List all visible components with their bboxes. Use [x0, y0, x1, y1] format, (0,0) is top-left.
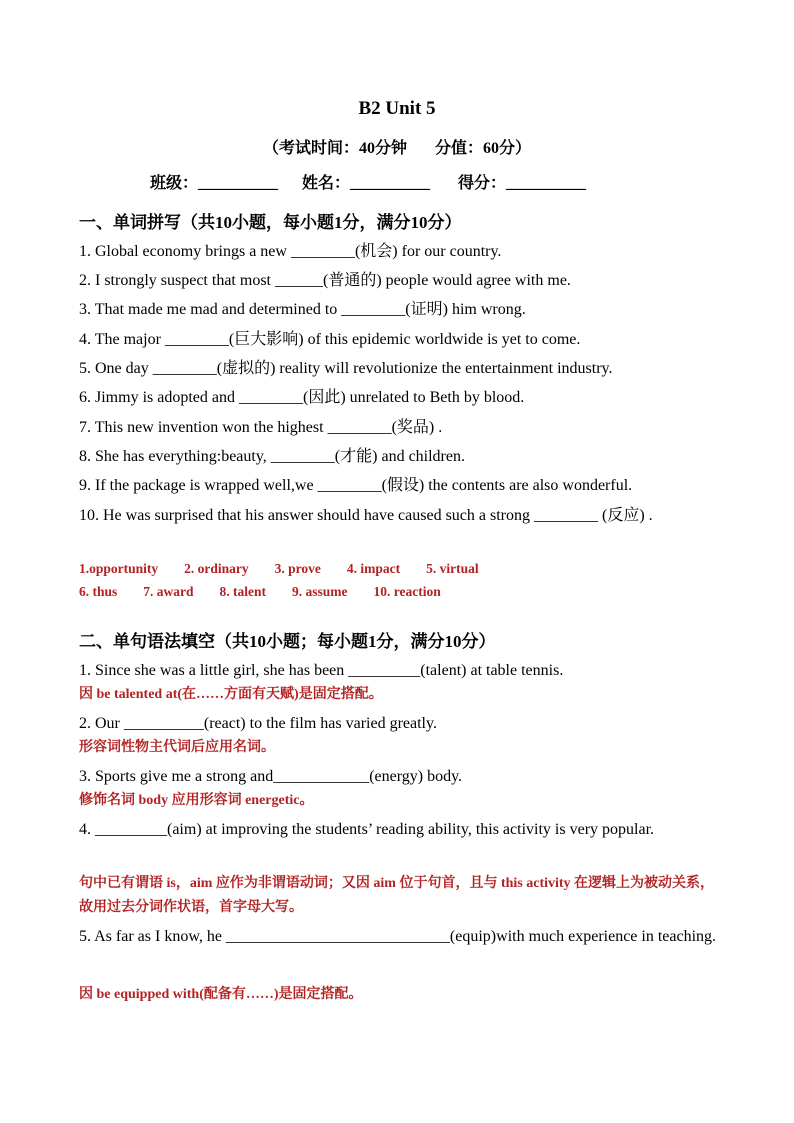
name-field: 姓名：__________: [302, 175, 431, 192]
answer-item: 10. reaction: [373, 584, 441, 599]
answer-item: 1.opportunity: [79, 561, 159, 576]
answer-item: 6. thus: [79, 584, 118, 599]
s1-question-1: 1. Global economy brings a new ________(机会) for our country.: [79, 243, 502, 260]
s2-question-3: 3. Sports give me a strong and____________(energy) body.: [79, 768, 463, 785]
exam-subtitle: [0, 135, 794, 158]
answer-item: 4. impact: [346, 561, 401, 576]
s1-answers-row-2: [79, 584, 467, 600]
s1-question-8: 8. She has everything:beauty, ________(才能) and children.: [79, 448, 465, 465]
class-field: 班级：__________: [150, 175, 279, 192]
answer-item: 8. talent: [219, 584, 267, 599]
s2-note-4: 句中已有谓语 is，aim 应作为非谓语动词；又因 aim 位于句首，且与 this activity 在逻辑上为被动关系，故用过去分词作状语，首字母大写。: [79, 876, 715, 915]
exam-score: 分值：60分）: [435, 140, 532, 157]
section1-heading: 一、单词拼写（共10小题，每小题1分，满分10分）: [79, 213, 462, 232]
answer-item: 5. virtual: [426, 561, 479, 576]
answer-item: 7. award: [143, 584, 194, 599]
s1-question-10: 10. He was surprised that his answer should have caused such a strong ________ (反应) .: [79, 507, 653, 524]
exam-time: （考试时间：40分钟: [262, 140, 407, 157]
s2-question-5: 5. As far as I know, he ____________________________(equip)with much experience in teaching.: [79, 928, 717, 945]
page-title: B2 Unit 5: [358, 98, 436, 119]
s2-note-2: 形容词性物主代词后应用名词。: [79, 740, 275, 755]
student-info-line: [150, 170, 586, 193]
s1-question-7: 7. This new invention won the highest ________(奖品) .: [79, 419, 443, 436]
s2-question-4: 4. _________(aim) at improving the students’ reading ability, this activity is very popular.: [79, 821, 655, 838]
s2-note-3: 修饰名词 body 应用形容词 energetic。: [79, 793, 314, 808]
s1-question-6: 6. Jimmy is adopted and ________(因此) unrelated to Beth by blood.: [79, 389, 525, 406]
s1-question-9: 9. If the package is wrapped well,we ________(假设) the contents are also wonderful.: [79, 477, 633, 494]
answer-item: 9. assume: [292, 584, 348, 599]
s2-question-2: 2. Our __________(react) to the film has varied greatly.: [79, 715, 437, 732]
s2-question-1: 1. Since she was a little girl, she has been _________(talent) at table tennis.: [79, 662, 564, 679]
score-field: 得分：__________: [458, 175, 587, 192]
s1-answers-row-1: [79, 561, 505, 577]
section2-heading: 二、单句语法填空（共10小题；每小题1分，满分10分）: [79, 632, 496, 651]
s1-question-3: 3. That made me mad and determined to ________(证明) him wrong.: [79, 301, 526, 318]
s1-question-4: 4. The major ________(巨大影响) of this epidemic worldwide is yet to come.: [79, 331, 581, 348]
s2-note-5: 因 be equipped with(配备有……)是固定搭配。: [79, 987, 363, 1002]
answer-item: 3. prove: [274, 561, 321, 576]
s1-question-5: 5. One day ________(虚拟的) reality will revolutionize the entertainment industry.: [79, 360, 613, 377]
answer-item: 2. ordinary: [184, 561, 249, 576]
s1-question-2: 2. I strongly suspect that most ______(普通的) people would agree with me.: [79, 272, 571, 289]
s2-note-1: 因 be talented at(在……方面有天赋)是固定搭配。: [79, 687, 383, 702]
